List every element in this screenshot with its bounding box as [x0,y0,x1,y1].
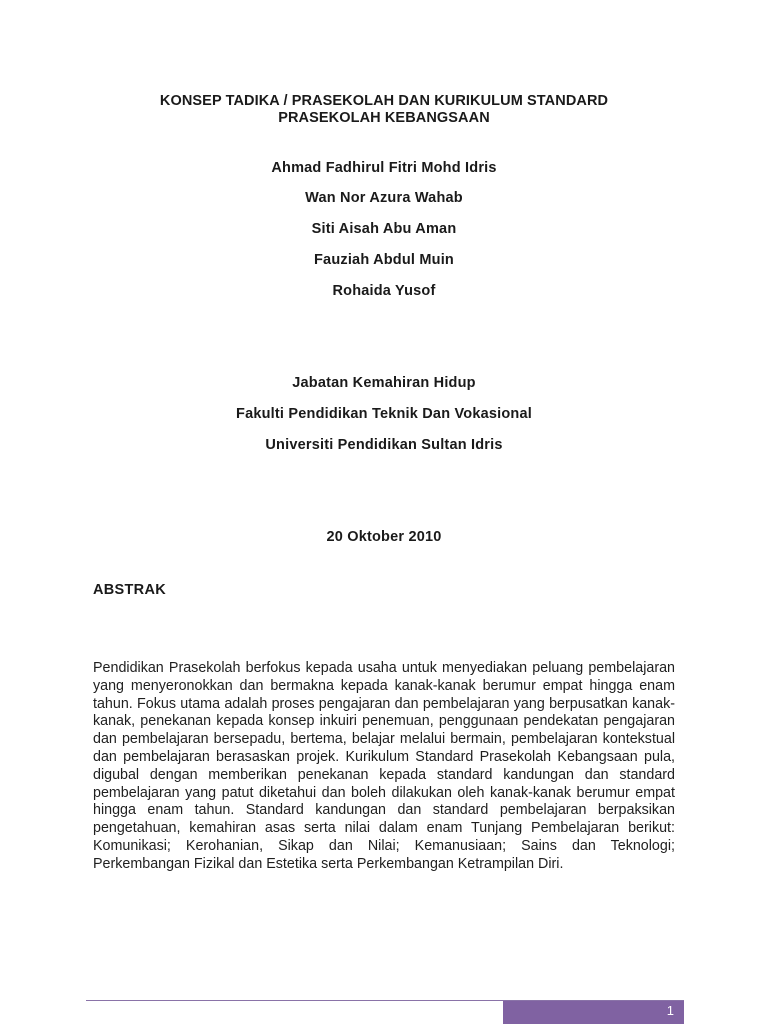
paper-date: 20 Oktober 2010 [326,529,442,545]
author-name: Wan Nor Azura Wahab [305,190,463,206]
abstract-heading: ABSTRAK [93,582,166,598]
affiliation-faculty: Fakulti Pendidikan Teknik Dan Vokasional [236,406,532,422]
author-name: Rohaida Yusof [332,283,436,299]
author-name: Ahmad Fadhirul Fitri Mohd Idris [271,160,497,176]
paper-title-line-1: KONSEP TADIKA / PRASEKOLAH DAN KURIKULUM STANDARD [159,93,609,109]
page-number-badge [503,1001,684,1024]
page-number: 1 [666,1003,674,1018]
author-name: Fauziah Abdul Muin [314,252,454,268]
abstract-body: Pendidikan Prasekolah berfokus kepada usaha untuk menyediakan peluang pembelajaran yang menyeronokkan dan bermakna kepada kanak-kanak berumur empat hingga enam tahun. Fokus utama adalah proses pengajaran dan pembelajaran yang berpusatkan kanak-kanak, penekanan kepada konsep inkuiri penemuan, penggunaan pendekatan pengajaran dan pembelajaran bersepadu, bertema, belajar melalui bermain, pembelajaran kontekstual dan pembelajaran berasaskan projek. Kurikulum Standard Prasekolah Kebangsaan pula, digubal dengan memberikan penekanan kepada standard kandungan dan standard pembelajaran yang patut diketahui dan boleh dilakukan oleh kanak-kanak berumur empat hingga enam tahun. Standard kandungan dan standard pembelajaran berpaksikan pengetahuan, kemahiran asas serta nilai dalam enam Tunjang Pembelajaran berikut: Komunikasi; Kerohanian, Sikap dan Nilai; Kemanusiaan; Sains dan Teknologi; Perkembangan Fizikal dan Estetika serta Perkembangan Ketrampilan Diri. [93,660,675,872]
paper-title-line-2: PRASEKOLAH KEBANGSAAN [278,110,490,126]
affiliation-university: Universiti Pendidikan Sultan Idris [265,437,503,453]
author-name: Siti Aisah Abu Aman [311,221,457,237]
affiliation-department: Jabatan Kemahiran Hidup [292,375,476,391]
